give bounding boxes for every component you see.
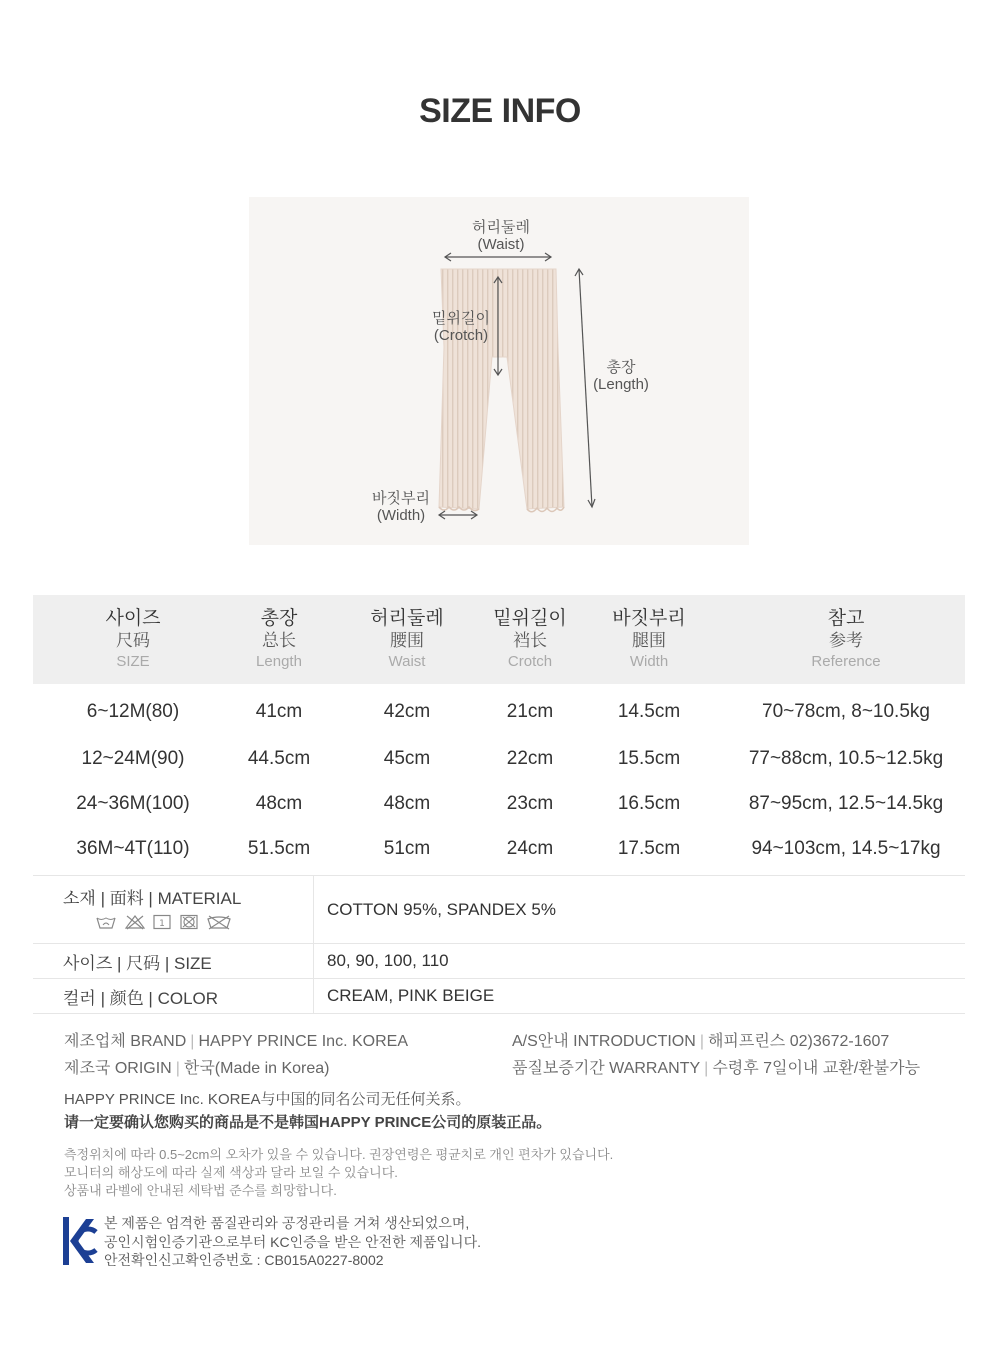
note-measurement: 측정위치에 따라 0.5~2cm의 오차가 있을 수 있습니다. 권장연령은 평균치로 개인 편차가 있습니다. bbox=[64, 1147, 614, 1162]
page-title: SIZE INFO bbox=[419, 92, 581, 130]
no-tumble-dry-icon bbox=[179, 914, 199, 935]
size-row bbox=[33, 944, 965, 979]
size-table-header bbox=[33, 595, 965, 684]
warranty-info: 품질보증기간 WARRANTY | 수령후 7일이내 교환/환불가능 bbox=[512, 1060, 921, 1077]
crotch-label-en: (Crotch) bbox=[433, 327, 489, 344]
crotch-label-ko: 밑위길이 bbox=[432, 310, 490, 327]
length-label-ko: 총장 bbox=[606, 359, 636, 376]
header-waist-cn: 腰围 bbox=[390, 631, 424, 650]
header-size-ko: 사이즈 bbox=[105, 608, 161, 629]
note-monitor: 모니터의 해상도에 따라 실제 색상과 달라 보일 수 있습니다. bbox=[64, 1165, 398, 1180]
material-row bbox=[33, 876, 965, 944]
cell-crotch: 22cm bbox=[506, 747, 554, 769]
cell-reference: 77~88cm, 10.5~12.5kg bbox=[748, 747, 944, 769]
header-crotch-ko: 밑위길이 bbox=[493, 608, 567, 629]
header-reference-ko: 참고 bbox=[827, 608, 865, 629]
warranty-label: 품질보증기간 WARRANTY bbox=[512, 1060, 701, 1077]
flat-dry-icon bbox=[152, 914, 172, 935]
table-row bbox=[33, 826, 965, 871]
cell-length: 41cm bbox=[255, 701, 303, 722]
header-length-en: Length bbox=[256, 653, 302, 670]
header-crotch-en: Crotch bbox=[507, 653, 553, 670]
header-length-cn: 总长 bbox=[262, 631, 296, 650]
origin-info: 제조국 ORIGIN | 한국(Made in Korea) bbox=[64, 1060, 330, 1077]
origin-value: 한국(Made in Korea) bbox=[183, 1060, 330, 1077]
cell-waist: 51cm bbox=[383, 837, 431, 859]
length-label bbox=[571, 359, 671, 393]
notice-cn-1: HAPPY PRINCE Inc. KOREA与中国的同名公司无任何关系。 bbox=[64, 1091, 471, 1108]
waist-label bbox=[451, 219, 551, 253]
cell-length: 44.5cm bbox=[247, 747, 311, 769]
header-crotch bbox=[489, 595, 571, 684]
product-info-table bbox=[33, 875, 965, 1014]
svg-text:1: 1 bbox=[159, 918, 166, 929]
waist-label-ko: 허리둘레 bbox=[472, 219, 530, 236]
brand-label: 제조업체 BRAND bbox=[64, 1033, 187, 1050]
notice-cn-2: 请一定要确认您购买的商品是不是韩国HAPPY PRINCE公司的原装正品。 bbox=[64, 1114, 552, 1131]
material-value: COTTON 95%, SPANDEX 5% bbox=[314, 876, 966, 944]
header-reference bbox=[727, 595, 965, 684]
cell-reference: 94~103cm, 14.5~17kg bbox=[751, 837, 941, 859]
material-label: 소재 | 面料 | MATERIAL bbox=[63, 889, 242, 909]
kc-text bbox=[104, 1214, 481, 1270]
header-size-cn: 尺码 bbox=[116, 631, 150, 650]
table-row bbox=[33, 684, 965, 736]
cell-size: 12~24M(90) bbox=[81, 747, 185, 769]
width-label bbox=[351, 490, 451, 524]
color-label: 컬러 | 颜色 | COLOR bbox=[33, 979, 314, 1014]
cell-crotch: 23cm bbox=[506, 792, 554, 814]
note-washing: 상품내 라벨에 안내된 세탁법 준수를 희망합니다. bbox=[64, 1183, 337, 1198]
cell-size: 36M~4T(110) bbox=[76, 837, 190, 859]
hand-wash-icon bbox=[95, 914, 117, 935]
size-value: 80, 90, 100, 110 bbox=[314, 944, 966, 979]
cell-reference: 70~78cm, 8~10.5kg bbox=[762, 701, 930, 722]
warranty-value: 수령후 7일이내 교환/환불가능 bbox=[712, 1060, 921, 1077]
crotch-label bbox=[411, 310, 511, 344]
no-bleach-icon bbox=[124, 914, 146, 935]
header-waist-en: Waist bbox=[388, 653, 426, 670]
kc-certification-icon bbox=[62, 1216, 98, 1271]
table-row bbox=[33, 736, 965, 781]
leggings-image bbox=[439, 269, 564, 509]
header-waist-ko: 허리둘레 bbox=[370, 608, 444, 629]
cell-crotch: 21cm bbox=[506, 701, 554, 722]
no-dry-clean-icon bbox=[206, 914, 232, 935]
header-waist bbox=[325, 595, 489, 684]
brand-value: HAPPY PRINCE Inc. KOREA bbox=[198, 1033, 408, 1050]
header-length-ko: 총장 bbox=[260, 608, 298, 629]
table-row bbox=[33, 781, 965, 826]
cell-crotch: 24cm bbox=[506, 837, 554, 859]
origin-label: 제조국 ORIGIN bbox=[64, 1060, 172, 1077]
cell-waist: 48cm bbox=[383, 792, 431, 814]
header-size bbox=[33, 595, 233, 684]
measurement-diagram bbox=[249, 197, 749, 545]
kc-line-1: 본 제품은 엄격한 품질관리와 공정관리를 거쳐 생산되었으며, bbox=[104, 1215, 470, 1231]
cell-width: 15.5cm bbox=[617, 747, 681, 769]
cell-size: 24~36M(100) bbox=[76, 792, 190, 814]
brand-info: 제조업체 BRAND | HAPPY PRINCE Inc. KOREA bbox=[64, 1033, 408, 1050]
header-width-cn: 腿围 bbox=[632, 631, 666, 650]
width-label-en: (Width) bbox=[376, 507, 426, 524]
cell-width: 16.5cm bbox=[617, 792, 681, 814]
header-length bbox=[233, 595, 325, 684]
material-label-cell bbox=[33, 876, 314, 944]
size-table bbox=[33, 595, 965, 871]
cell-width: 17.5cm bbox=[617, 837, 681, 859]
header-width-ko: 바짓부리 bbox=[612, 608, 686, 629]
length-label-en: (Length) bbox=[593, 376, 649, 393]
header-size-en: SIZE bbox=[116, 653, 150, 670]
header-reference-en: Reference bbox=[811, 653, 881, 670]
cell-waist: 42cm bbox=[383, 701, 431, 722]
width-label-ko: 바짓부리 bbox=[372, 490, 430, 507]
as-label: A/S안내 INTRODUCTION bbox=[512, 1033, 696, 1050]
header-crotch-cn: 裆长 bbox=[513, 631, 547, 650]
color-row bbox=[33, 979, 965, 1014]
cell-waist: 45cm bbox=[383, 747, 431, 769]
cell-size: 6~12M(80) bbox=[86, 701, 180, 722]
kc-line-3: 안전확인신고확인증번호 : CB015A0227-8002 bbox=[104, 1252, 384, 1268]
care-icons bbox=[63, 913, 313, 934]
cell-length: 51.5cm bbox=[247, 837, 311, 859]
color-value: CREAM, PINK BEIGE bbox=[314, 979, 966, 1014]
waist-label-en: (Waist) bbox=[477, 236, 525, 253]
kc-line-2: 공인시험인증기관으로부터 KC인증을 받은 안전한 제품입니다. bbox=[104, 1233, 481, 1250]
cell-width: 14.5cm bbox=[617, 701, 681, 722]
cell-length: 48cm bbox=[255, 792, 303, 814]
as-value: 해피프린스 02)3672-1607 bbox=[707, 1033, 890, 1050]
header-reference-cn: 参考 bbox=[829, 631, 863, 650]
as-info: A/S안내 INTRODUCTION | 해피프린스 02)3672-1607 bbox=[512, 1033, 890, 1050]
header-width bbox=[571, 595, 727, 684]
cell-reference: 87~95cm, 12.5~14.5kg bbox=[748, 792, 944, 814]
header-width-en: Width bbox=[629, 653, 669, 670]
size-label: 사이즈 | 尺码 | SIZE bbox=[33, 944, 314, 979]
